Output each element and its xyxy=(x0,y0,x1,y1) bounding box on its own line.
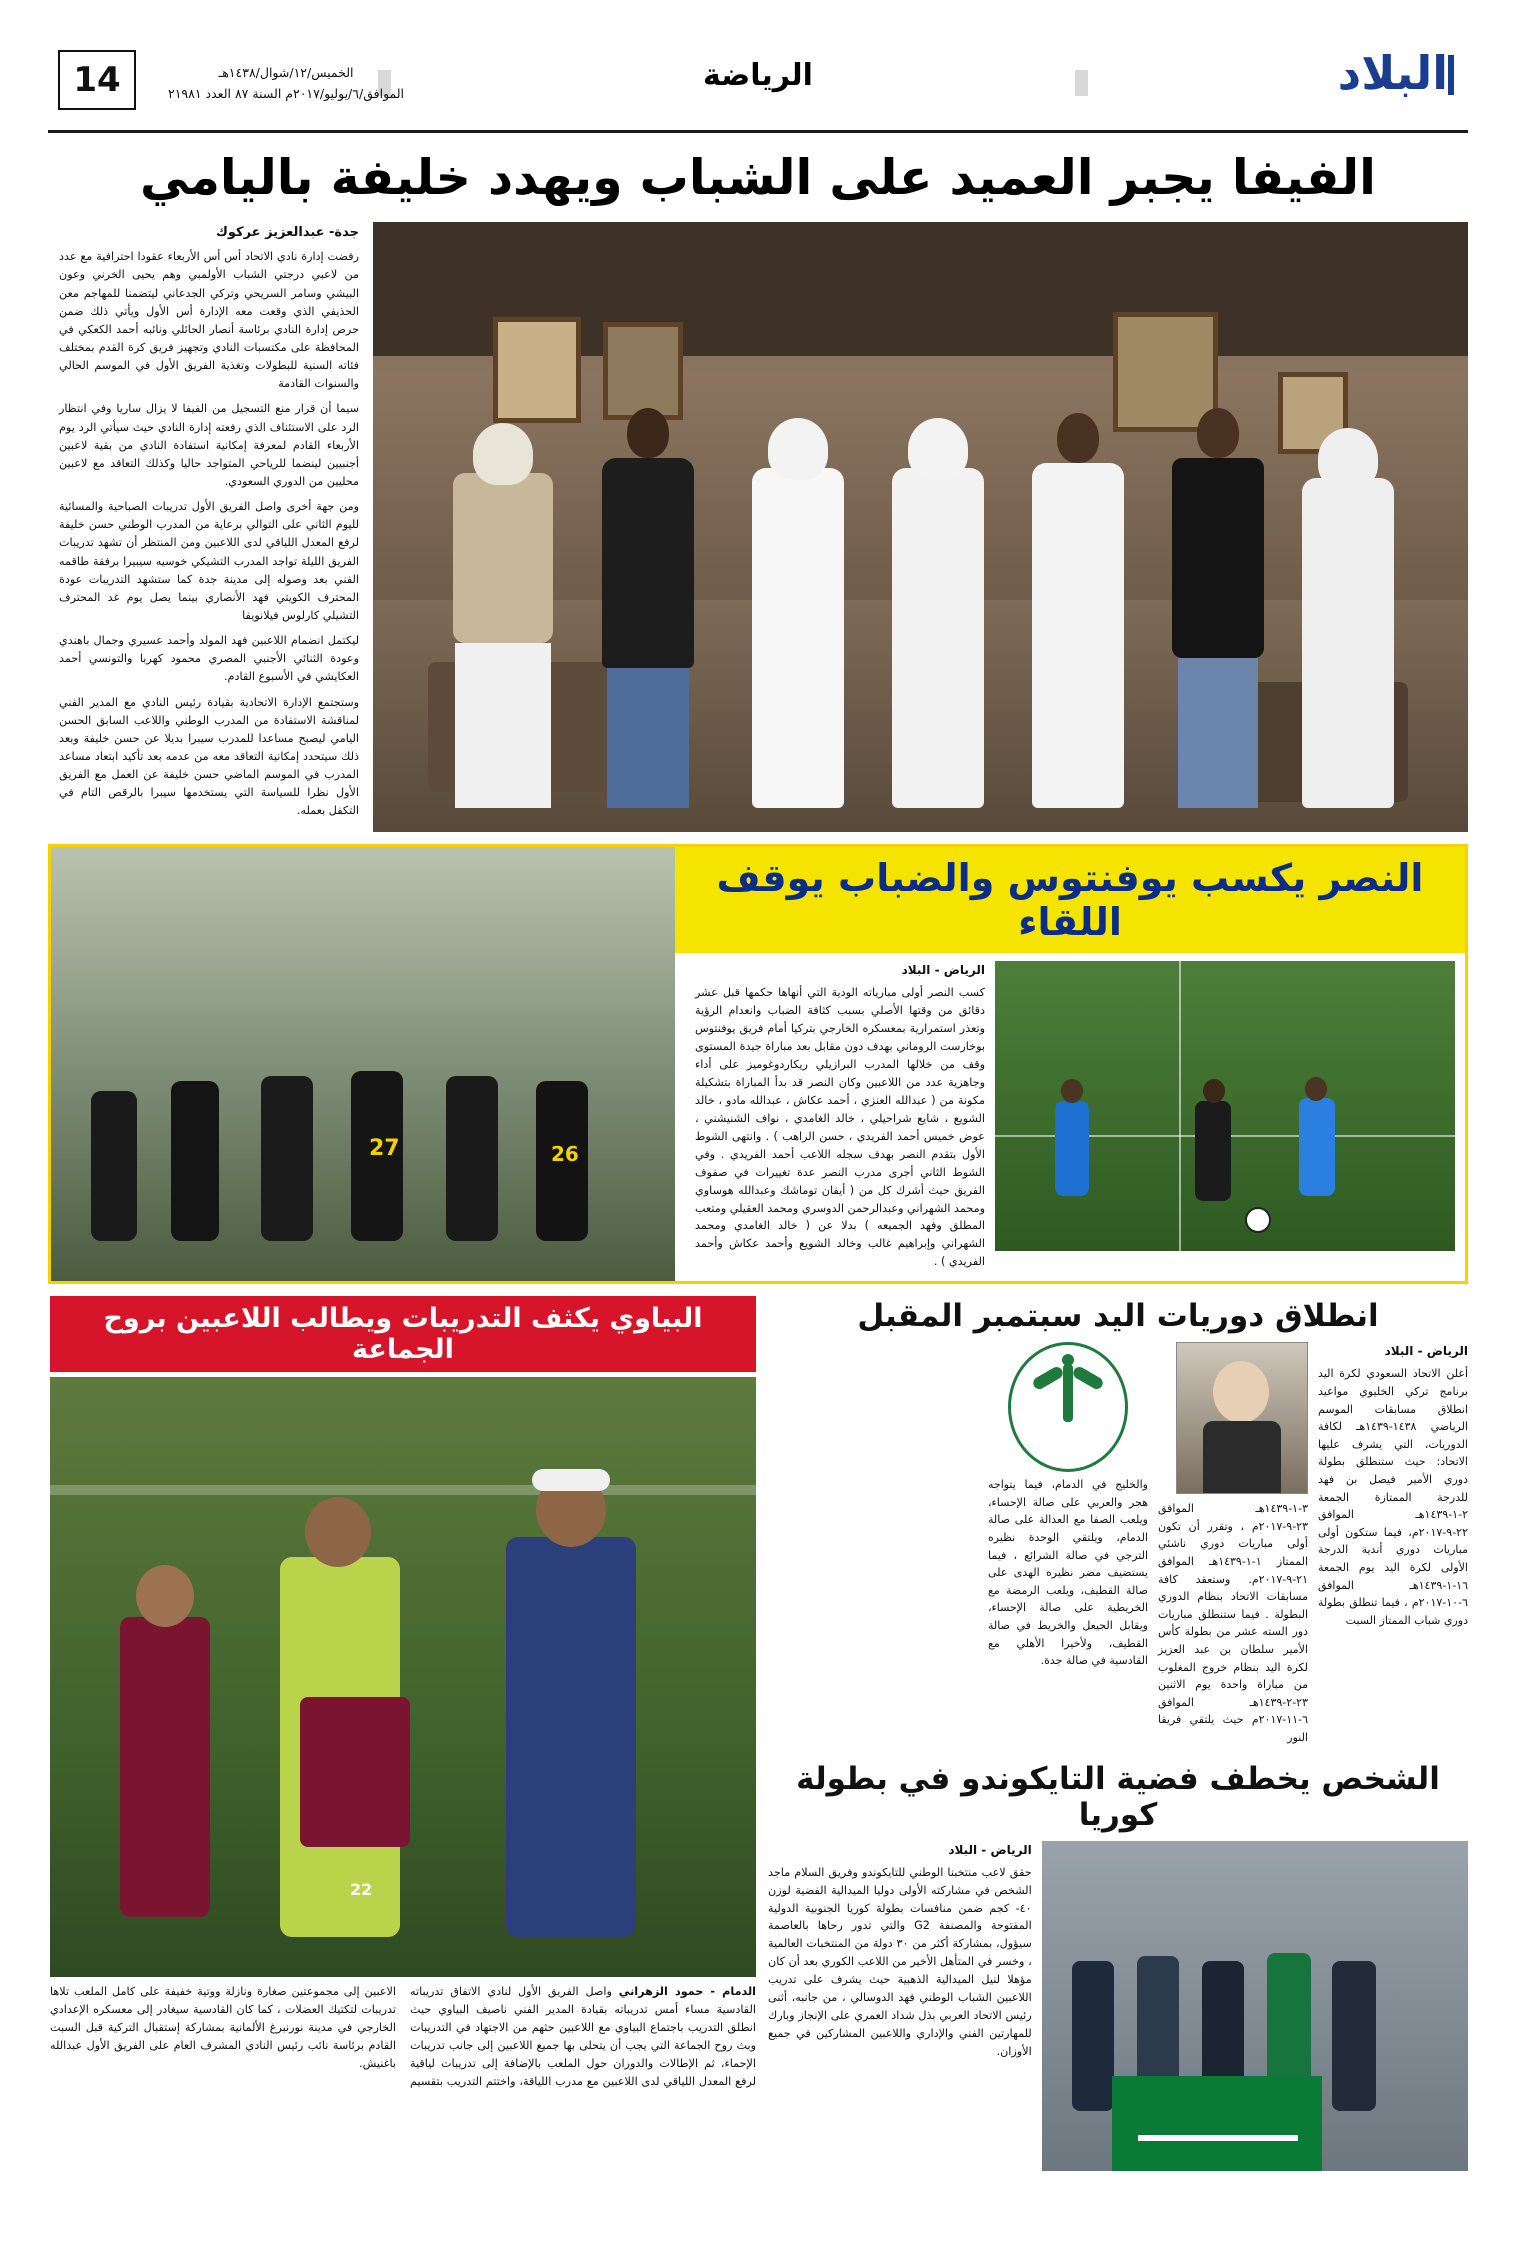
section-title: الرياضة xyxy=(703,58,813,93)
taekwondo-source: الرياض - البلاد xyxy=(948,1842,1032,1857)
official-portrait xyxy=(1176,1342,1308,1494)
publication-logo: البلاد xyxy=(1338,46,1458,100)
jersey-number-22: 22 xyxy=(350,1880,373,1900)
taekwondo-photo xyxy=(1042,1841,1468,2171)
jersey-number-26: 26 xyxy=(551,1142,579,1167)
saudi-handball-federation-logo xyxy=(1008,1342,1128,1472)
ettifaq-training-photo xyxy=(50,1377,756,1977)
paragraph: واصل الفريق الأول لنادي الاتفاق تدريباته القادسية مساء أمس تدريباته بقيادة المدير الفني ناصيف البياوي حيث انطلق التدريب باجتماع البياوي مع اللاعبين حثهم من الاجتهاد في التدريبات وبث روح الجماعة التي يجب أن يتحلى بها جميع اللاعبين إلى جانب تدريبات الإحماء، ثم الإطالات والدوران حول الملعب بالإضافة إلى تدريبات لياقية لرفع المعدل اللياقي لدى اللاعبين مع مدرب اللياقة، واختتم التدريب بتقسيم الاعبين إلى مجموعتين صغارة ونازلة ووتية خفيفة على كامل الملعب تلاها تدريبات لتكتيك العضلات ، كما كان القادسية سيغادر إلى معسكره الإعدادي الخارجي في مدينة نورنبرغ الألمانية بمشاركة إستقبال التركية قبل السبت القادم برئاسة نائب رئيس النادي المشرف العام على الفريق الأول عبدالله باغنيش. xyxy=(50,1985,756,2088)
ettifaq-place: الدمام - حمود الزهراني xyxy=(618,1985,756,1999)
handball-headline: انطلاق دوريات اليد سبتمبر المقبل xyxy=(857,1298,1379,1335)
paragraph: ومن جهة أخرى واصل الفريق الأول تدريبات الصباحية والمسائية لليوم الثاني على التوالي برعاية من المدرب الوطني حسن خليفة لرفع المعدل اللياقي لدى اللاعبين ومن المنتظر أن تشهد تدريبات الفريق الليلة تواجد المدرب التشيكي خوسيه سيبيرا برفقة طاقمه الفني بعد وصوله إلى مدينة جدة كما ستشهد التدريبات عودة المحترف الكويتي فهد الأنصاري بينما يصل يوم غد المحترف التشيلي كارلوس فيلانويفا xyxy=(59,500,359,622)
register-mark-left xyxy=(1075,70,1088,96)
handball-col-left xyxy=(988,1342,1148,1746)
ettifaq-story xyxy=(50,1296,756,2091)
nassr-story xyxy=(48,844,1468,1284)
paragraph: والخليج في الدمام، فيما يتواجه هجر والعربي على صالة الإحساء، ويلعب الصفا مع العدالة على صالة الدمام، ويلتقي الوحدة نظيره الترجي في صالة الشرائع ، فيما يستضيف مضر نظيره الهدى على صالة القطيف، ويلعب الرمضة مع الخريطية على صالة الإحساء، ويقابل الجيعل والخريط في صالة القطيف، ولأخيرا الأهلي مع القادسية في صالة جدة. xyxy=(988,1478,1148,1668)
top-story-photo xyxy=(373,222,1468,832)
paragraph: حقق لاعب منتخبنا الوطني للتايكوندو وفريق السلام ماجد الشخص في مشاركته الأولى دوليا الميدالية الفضية لوزن ٤٠- كجم ضمن منافسات بطولة كوريا الجنوبية الدولية المفتوحة والمصنفة G2 والتي تدور رحاها بالعاصمة سيؤول، بمشاركة أكثر من ٣٠ دولة من المنتخبات العالمية ، وخسر في المتأهل الأخير من اللاعب الكوري بعد أن كان مؤهلا لنيل الميدالية الذهبية حيث يشرف على تدريب اللاعبين الشباب الوطني فهد الدوسالي ، من جانبه، أثنى رئيس الاتحاد العربي بذل شداد العمري على الإنجاز وبارك للمهارتين الفني والإداري واللاعبين المشاركين في جميع الأوزان. xyxy=(768,1865,1032,2058)
lower-section xyxy=(48,1296,1468,2170)
nassr-headline-banner xyxy=(675,847,1465,953)
handball-col-right xyxy=(1318,1342,1468,1746)
paragraph: أعلن الاتحاد السعودي لكرة اليد برنامج تركي الخليوي مواعيد انطلاق مسابقات الموسم الرياضي ١٤٣٨-١٤٣٩هـ لكافة الدوريات، التي يشرف عليها الاتحاد: حيث ستنطلق بطولة دوري الأمير فيصل بن فهد للدرجة الممتازة الجمعة ٢-١-١٤٣٩هـ الموافق ٢٢-٩-٢٠١٧م، فيما ستكون أولى مباريات دوري أندية الدرجة الأولى لكرة اليد يوم الجمعة ١٦-١-١٤٣٩هـ الموافق ٦-١٠-٢٠١٧م ، فيما تنطلق بطولة دوري شباب الممتاز السبت xyxy=(1318,1367,1468,1627)
paragraph: ليكتمل انضمام اللاعبين فهد المولد وأحمد عسيري وجمال باهندي وعودة الثنائي الأجنبي المصري محمود كهربا والتونسي أحمد العكايشي في الأسبوع القادم. xyxy=(59,634,359,684)
paragraph: وستجتمع الإدارة الاتحادية بقيادة رئيس النادي مع المدير الفني لمناقشة الاستفادة من المدرب الوطني واللاعب السابق الحسن اليامي ليصبح مساعدا للمدرب سيبرا بديلا عن حسن خليفة وبعد ذلك سيتحدد إمكانية التعاقد معه من عدمه بعد تأكيد ابتعاد مساعد المدرب في الموسم الماضي حسن خليفة عن العمل مع الفريق الأول نظرا للسياسة التي يستخدمها سيبرا بالرقص التام في التكفل بعمله. xyxy=(59,695,359,818)
ettifaq-headline: البياوي يكثف التدريبات ويطالب اللاعبين بروح الجماعة xyxy=(103,1303,703,1366)
byline: جدة- عبدالعزيز عركوك xyxy=(215,225,359,241)
ettifaq-caption xyxy=(50,1983,756,2091)
masthead xyxy=(48,40,1468,133)
paragraph: ٣-١-١٤٣٩هـ الموافق ٢٣-٩-٢٠١٧م ، وتقرر أن تكون أولى مباريات دوري ناشئي الممتاز ١-١-١٤٣٩هـ الموافق ٢١-٩-٢٠١٧م. وستعقد كافة مسابقات الاتحاد بنظام الدوري البطولة . فيما ستنطلق مباريات دور السته عشر من بطولة كأس الأمير سلطان بن عبد العزيز لكرة اليد بنظام خروج المغلوب من مباراة واحدة يوم الاثنين ٢٣-٢-١٤٣٩هـ الموافق ٦-١١-٢٠١٧م حيث يلتقي فريقا النور xyxy=(1158,1502,1308,1744)
paragraph: كسب النصر أولى مبارياته الودية التي أنهاها حكمها قبل عشر دقائق من وقتها الأصلي بسبب كثافة الضباب وانعدام الرؤية وتعذر استمرارية بمعسكره الخارجي بتركيا أمام فريق يوفنتوس بوخارست الروماني بهدف دون مقابل بعد مباراة جيدة المستوى وقف من خلالها المدرب البرازيلي ريكاردوغوميز على أداء وجاهزية عدد من اللاعبين وكان النصر قد بدأ المباراة بتشكيلة مكونة من ( عبدالله العنزي ، أحمد عكاش ، عبدالله مادو ، خالد الشويع ، شايع شراحيلي ، خالد الغامدي ، نواف الشنيشني ، عوض خميس أحمد الفريدي ، حسن الراهب ) . وانتهى الشوط الأول بتقدم النصر بهدف سجله اللاعب أحمد الفريدي . وفي الشوط الثاني أجرى مدرب النصر عدة تغييرات في صفوف الفريق حيث أشرك كل من ( أيفان توماشك وعبدالله هوساوي ومحمد الشهراني وعبدالرحمن الدوسري ومحمد العقيلي ومتعب المطلق وفهد الجميعه ) بدلا عن ( خالد الغامدي ومحمد الشهراني وإبراهيم غالب وخالد الشويع وأحمد عكاش وأحمد الفريدي ) . xyxy=(695,986,985,1269)
taekwondo-headline: الشخص يخطف فضية التايكوندو في بطولة كوريا xyxy=(796,1760,1440,1833)
nassr-text xyxy=(695,961,985,1271)
main-headline: الفيفا يجبر العميد على الشباب ويهدد خليفة باليامي xyxy=(140,149,1376,206)
paragraph: سيما أن قرار منع التسجيل من الفيفا لا يزال ساريا وفي انتظار الرد على الاستئناف الذي رفعته إدارة النادي حيث سيأتي الرد يوم الأربعاء القادم لمعرفة إمكانية استفادة النادي من بقية لاعبين أجنبيين لينضما للرياحي المتواجد حاليا وكذلك التعاقد مع لاعبين محليين من الدوري السعودي. xyxy=(59,402,359,488)
top-story xyxy=(48,222,1468,832)
nassr-celebration-photo xyxy=(51,847,675,1281)
ettifaq-headline-banner xyxy=(50,1296,756,1372)
top-story-text xyxy=(59,222,359,827)
handball-and-taekwondo xyxy=(768,1296,1468,2170)
dateline: الخميس/١٢/شوال/١٤٣٨هـ الموافق/٦/يوليو/٢٠١٧م السنة ٨٧ العدد ٢١٩٨١ xyxy=(168,65,405,102)
handball-source: الرياض - البلاد xyxy=(1384,1344,1468,1359)
jersey-number-27: 27 xyxy=(369,1136,400,1162)
nassr-headline: النصر يكسب يوفنتوس والضباب يوقف اللقاء xyxy=(716,856,1424,945)
handball-col-mid xyxy=(1158,1342,1308,1746)
taekwondo-text xyxy=(768,1841,1032,2171)
nassr-match-photo xyxy=(995,961,1455,1251)
nassr-source: الرياض - البلاد xyxy=(901,963,985,978)
page-number: 14 xyxy=(58,50,136,110)
paragraph: رفضت إدارة نادي الاتحاد أس أس الأربعاء عقودا احترافية مع عدد من لاعبي درجتي الشباب الأولمبي وهم يحيى الخرني وعون البيشي وسامر السريحي وتركي الجدعاني ليتضمنا للمهاجم معن الحذيفي الذي وقعت معه الإدارة أس الأول ويأتي ذلك ضمن حرص إدارة النادي برئاسة أنصار الحائلي ونائبه أحمد الكعكي في المحافظة على مكتسبات النادي وتجهيز فريق كرة القدم بمختلف فئاته السنية للبطولات وتغذية الفريق الأول في الموسم الحالي والسنوات القادمة xyxy=(59,250,359,391)
